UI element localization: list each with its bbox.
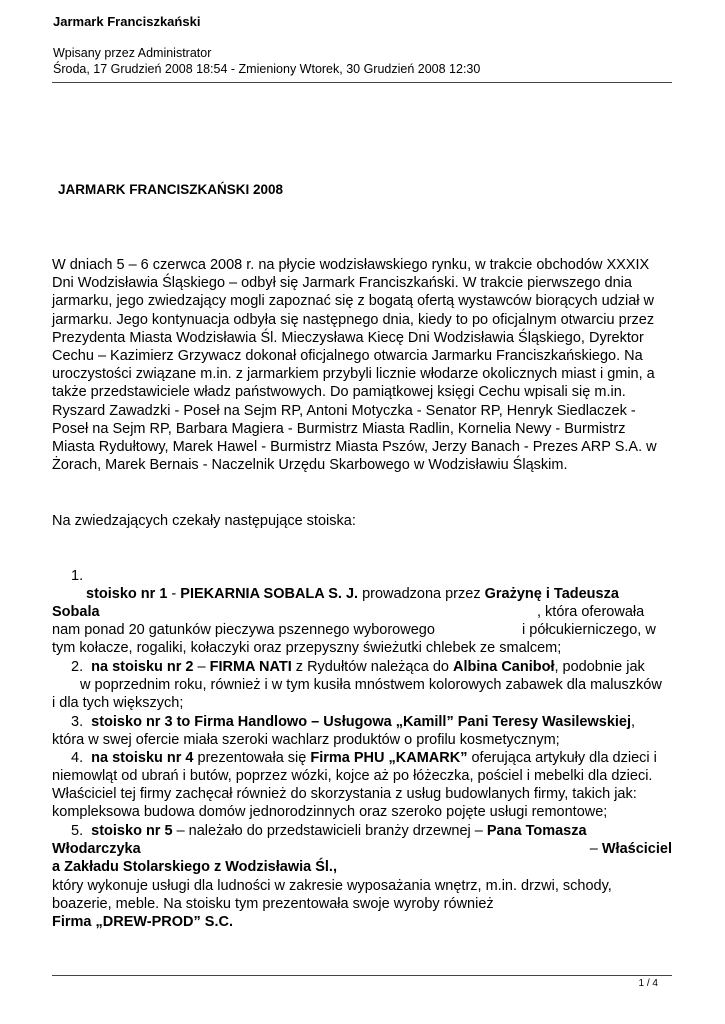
list-item-line: , która oferowała (537, 604, 645, 620)
list-item: 5. stoisko nr 5 – należało do przedstawicieli branży drzewnej – Pana Tomasza (71, 823, 587, 839)
intro-line: Miasta Rydułtowy, Marek Hawel - Burmistrz Miasta Pszów, Jerzy Banach - Prezes ARP S.A. w (52, 439, 657, 456)
intro-line: Dni Wodzisławia Śląskiego – odbył się Jarmark Franciszkański. W trakcie pierwszego dnia (52, 275, 632, 292)
intro-line: jarmarku, jego zwiedzający mogli zapoznać się z bogatą ofertą wystawców biorących udział w (52, 293, 655, 310)
list-item-line: niemowląt od ubrań i butów, poprzez wózki, kojce aż po łóżeczka, pościel i mebelki dla dzieci. (52, 768, 653, 784)
list-item-line: – Właściciel (589, 841, 672, 857)
list-item: 4. na stoisku nr 4 prezentowała się Firma PHU „KAMARK” oferująca artykuły dla dzieci i (71, 750, 657, 766)
list-item-line: Sobala (52, 604, 100, 620)
list-item-line: która w swej ofercie miała szeroki wachlarz produktów o profilu kosmetycznym; (52, 732, 560, 748)
author-line: Wpisany przez Administrator (53, 46, 212, 60)
list-item-line: Właściciel tej firmy zachęcał również do skorzystania z usług budowlanych firmy, takich jak: (52, 786, 637, 802)
header-divider (52, 82, 672, 83)
list-item-line: nam ponad 20 gatunków pieczywa pszennego wyborowego (52, 622, 435, 638)
intro-line: Poseł na Sejm RP, Barbara Magiera - Burmistrz Miasta Radlin, Kornelia Newy - Burmistrz (52, 420, 626, 437)
list-item-line: Włodarczyka (52, 841, 141, 857)
dates-line: Środa, 17 Grudzień 2008 18:54 - Zmieniony Wtorek, 30 Grudzień 2008 12:30 (53, 62, 481, 76)
page-number: 1 / 4 (638, 978, 658, 989)
intro-paragraph (52, 256, 672, 474)
intro-line: jarmarku. Jego kontynuacja odbyła się następnego dnia, kiedy to po oficjalnym otwarciu przez (52, 311, 655, 328)
intro-line: Ryszard Zawadzki - Poseł na Sejm RP, Antoni Motyczka - Senator RP, Henryk Siedlaczek - (52, 402, 636, 419)
list-item: 2. na stoisku nr 2 – FIRMA NATI z Rydułtów należąca do Albina Caniboł, podobnie jak (71, 659, 645, 675)
intro-line: Cechu – Kazimierz Grzywacz dokonał oficjalnego otwarcia Jarmarku Franciszkańskiego. Na (52, 348, 643, 365)
list-item-line: boazerie, meble. Na stoisku tym prezentowała swoje wyroby również (52, 896, 494, 912)
intro-line: Żorach, Marek Bernais - Naczelnik Urzędu Skarbowego w Wodzisławiu Śląskim. (52, 457, 568, 474)
list-item-line: w poprzednim roku, również i w tym kusiła mnóstwem kolorowych zabawek dla maluszków (80, 677, 662, 693)
intro-line: uroczystości związane m.in. z jarmarkiem przybyli licznie włodarze okolicznych miast i gmin, a (52, 366, 655, 383)
intro-line: Prezydenta Miasta Wodzisławia Śl. Mieczysława Kiecę Dni Wodzisławia Śląskiego, Dyrektor (52, 329, 644, 346)
list-item-line: tym kołacze, rogaliki, kołaczyki oraz przepyszny świeżutki chlebek ze smalcem; (52, 640, 562, 656)
list-item: stoisko nr 1 - PIEKARNIA SOBALA S. J. prowadzona przez Grażynę i Tadeusza (86, 586, 619, 602)
list-item-line: i dla tych większych; (52, 695, 184, 711)
list-item-line: i półcukierniczego, w (522, 622, 656, 638)
stands-intro: Na zwiedzających czekały następujące stoiska: (52, 513, 356, 529)
intro-line: także przedstawiciele władz państwowych. Do pamiątkowej księgi Cechu wpisali się m.in. (52, 384, 626, 401)
list-number: 1. (71, 568, 84, 584)
intro-line: W dniach 5 – 6 czerwca 2008 r. na płycie wodzisławskiego rynku, w trakcie obchodów XXXIX (52, 257, 650, 273)
list-item-line: Firma „DREW-PROD” S.C. (52, 914, 233, 930)
document-title: Jarmark Franciszkański (53, 14, 201, 29)
list-item: 3. stoisko nr 3 to Firma Handlowo – Usługowa „Kamill” Pani Teresy Wasilewskiej, (71, 714, 636, 730)
list-item-line: a Zakładu Stolarskiego z Wodzisławia Śl., (52, 859, 337, 875)
footer-divider (52, 975, 672, 976)
article-heading: JARMARK FRANCISZKAŃSKI 2008 (58, 182, 284, 197)
list-item-line: kompleksowa budowa domów jednorodzinnych oraz szeroko pojęte usługi remontowe; (52, 804, 608, 820)
list-item-line: który wykonuje usługi dla ludności w zakresie wyposażania wnętrz, m.in. drzwi, schody, (52, 878, 612, 894)
